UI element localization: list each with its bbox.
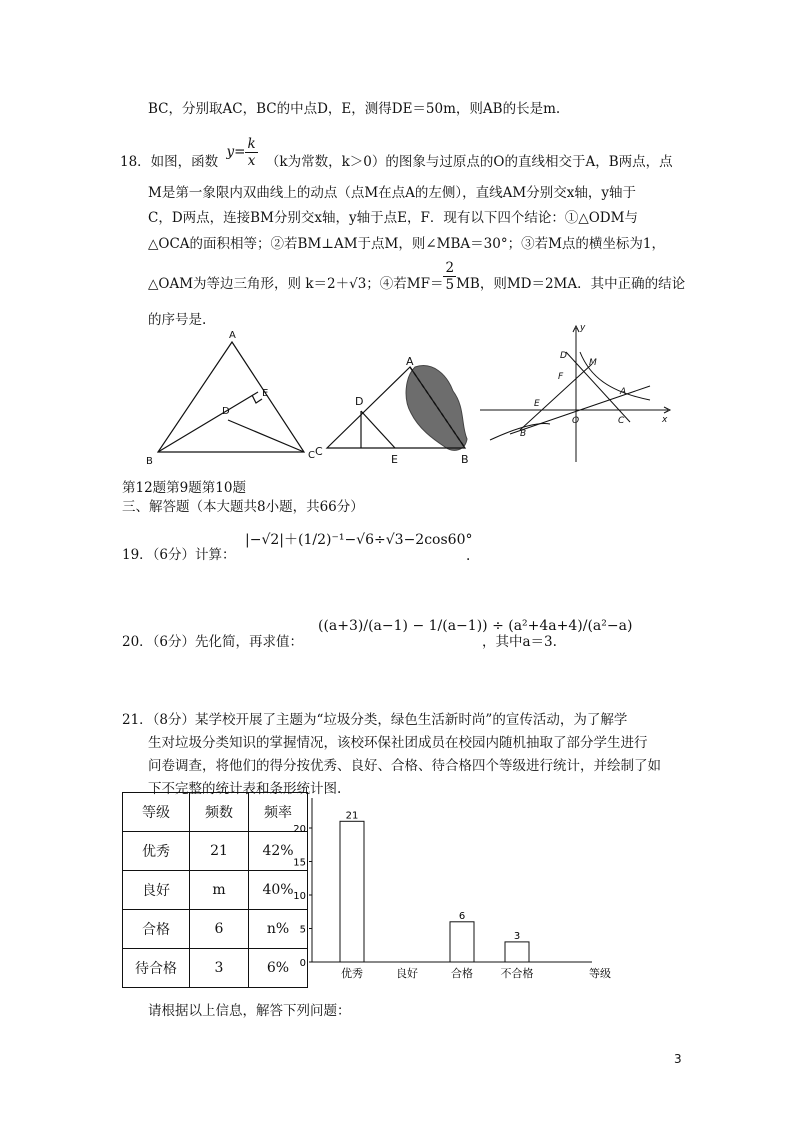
category-label: 不合格 xyxy=(500,967,534,980)
q18-fraction: $\frac{2}{5}$ xyxy=(445,260,455,293)
table-cell: 21 xyxy=(190,832,249,871)
q19-label: 19．（6分）计算： xyxy=(122,547,236,563)
page-number: 3 xyxy=(674,1052,682,1066)
fig3-label-b: B xyxy=(520,429,527,439)
fig2-label-d: D xyxy=(355,395,364,408)
section-title: 三、解答题（本大题共8小题，共66分） xyxy=(122,499,364,515)
fig3-label-m: M xyxy=(589,358,597,368)
q21-line3: 问卷调查，将他们的得分按优秀、良好、合格、待合格四个等级进行统计，并绘制了如 xyxy=(148,758,661,774)
bar xyxy=(505,942,529,962)
fig2-label-c: C xyxy=(315,445,323,458)
fig1-label-b: B xyxy=(146,456,153,467)
table-header-cell: 频率 xyxy=(249,793,308,832)
figure-pond-2 xyxy=(315,355,480,470)
q21-line2: 生对垃圾分类知识的掌握情况，该校环保社团成员在校园内随机抽取了部分学生进行 xyxy=(148,735,648,751)
fig3-label-y: y xyxy=(580,323,586,333)
table-row xyxy=(123,871,308,910)
table-cell: 42% xyxy=(249,832,308,871)
bar-data-label: 3 xyxy=(513,930,521,942)
bar xyxy=(450,922,474,962)
q21-line1: 21．（8分）某学校开展了主题为“垃圾分类，绿色生活新时尚”的宣传活动，为了解学 xyxy=(122,712,628,728)
table-header-cell: 频数 xyxy=(190,793,249,832)
fig1-label-d: D xyxy=(222,406,230,417)
figure-triangle-1 xyxy=(140,328,320,468)
q18-number: 18．如图，函数 xyxy=(120,154,219,170)
q19-end-dot: . xyxy=(466,548,471,564)
fig3-label-f: F xyxy=(558,372,564,382)
fig2-label-a: A xyxy=(406,355,414,368)
statistics-table xyxy=(122,792,308,988)
x-axis-label: 等级 xyxy=(589,967,611,980)
fig3-label-e: E xyxy=(534,399,540,409)
y-tick-label: 0 xyxy=(299,958,306,969)
fig2-label-b: B xyxy=(461,453,469,466)
q21-followup: 请根据以上信息，解答下列问题： xyxy=(148,1003,351,1019)
table-row xyxy=(123,910,308,949)
q18-line6: 的序号是. xyxy=(148,312,207,328)
figure-hyperbola-3 xyxy=(480,322,680,464)
fig2-label-e: E xyxy=(391,453,398,466)
table-cell: m xyxy=(190,871,249,910)
table-header-row xyxy=(123,793,308,832)
fig3-label-o: O xyxy=(572,416,580,426)
category-label: 优秀 xyxy=(341,967,363,980)
fig3-label-a: A xyxy=(620,387,627,397)
bar-data-label: 21 xyxy=(345,810,359,822)
table-cell: 良好 xyxy=(123,871,190,910)
q20-condition: ，其中a＝3. xyxy=(482,634,557,650)
table-row xyxy=(123,832,308,871)
table-row xyxy=(123,949,308,988)
q18-function: y= $\frac{k}{x}$ xyxy=(226,136,256,169)
table-cell: 3 xyxy=(190,949,249,988)
category-label: 良好 xyxy=(396,967,418,980)
y-tick-label: 15 xyxy=(293,857,306,869)
q21-line4: 下不完整的统计表和条形统计图. xyxy=(148,781,342,797)
category-label: 合格 xyxy=(451,967,473,980)
table-cell: n% xyxy=(249,910,308,949)
table-cell: 6 xyxy=(190,910,249,949)
bar xyxy=(340,821,364,962)
q18-line1 xyxy=(120,136,673,179)
q17-continuation: BC，分别取AC，BC的中点D，E，测得DE＝50m，则AB的长是m. xyxy=(148,101,561,117)
bar-data-label: 6 xyxy=(458,910,466,922)
fig1-label-e: E xyxy=(262,388,269,399)
table-cell: 40% xyxy=(249,871,308,910)
q18-line2: M是第一象限内双曲线上的动点（点M在点A的左侧），直线AM分别交x轴，y轴于 xyxy=(148,185,636,201)
table-cell: 6% xyxy=(249,949,308,988)
q20-expression: ((a+3)/(a−1) − 1/(a−1)) ÷ (a²+4a+4)/(a²−a) xyxy=(318,618,633,634)
table-cell: 待合格 xyxy=(123,949,190,988)
y-tick-label: 10 xyxy=(293,891,306,902)
fig1-label-a: A xyxy=(229,330,236,341)
table-cell: 优秀 xyxy=(123,832,190,871)
q20-label: 20．（6分）先化简，再求值： xyxy=(122,634,304,650)
q19-expression: |−√2|＋(1/2)⁻¹−√6÷√3−2cos60° xyxy=(245,532,473,548)
fig3-label-c: C xyxy=(618,416,625,426)
y-tick-label: 5 xyxy=(299,924,306,936)
table-cell: 合格 xyxy=(123,910,190,949)
table-header-cell: 等级 xyxy=(123,793,190,832)
q18-k-value: 2＋√3 xyxy=(327,276,367,292)
q18-line1-rest: （k为常数，k＞0）的图象与过原点的O的直线相交于A，B两点，点 xyxy=(265,154,673,170)
fig3-label-d: D xyxy=(560,351,567,361)
q18-line5: △OAM为等边三角形，则 k＝2＋√3；④若MF＝ $\frac{2}{5}$ MB，则MD＝2MA．其中正确的结论 xyxy=(148,260,686,293)
fig3-label-x: x xyxy=(662,415,668,425)
q18-line3: C，D两点，连接BM分别交x轴，y轴于点E，F．现有以下四个结论：①△ODM与 xyxy=(148,210,638,226)
y-tick-label: 20 xyxy=(293,824,306,835)
q18-line4: △OCA的面积相等；②若BM⊥AM于点M，则∠MBA＝30°；③若M点的横坐标为1， xyxy=(148,236,666,252)
figure-caption: 第12题第9题第10题 xyxy=(122,480,246,496)
fig1-label-c: C xyxy=(308,450,315,461)
bar-chart xyxy=(288,788,618,988)
